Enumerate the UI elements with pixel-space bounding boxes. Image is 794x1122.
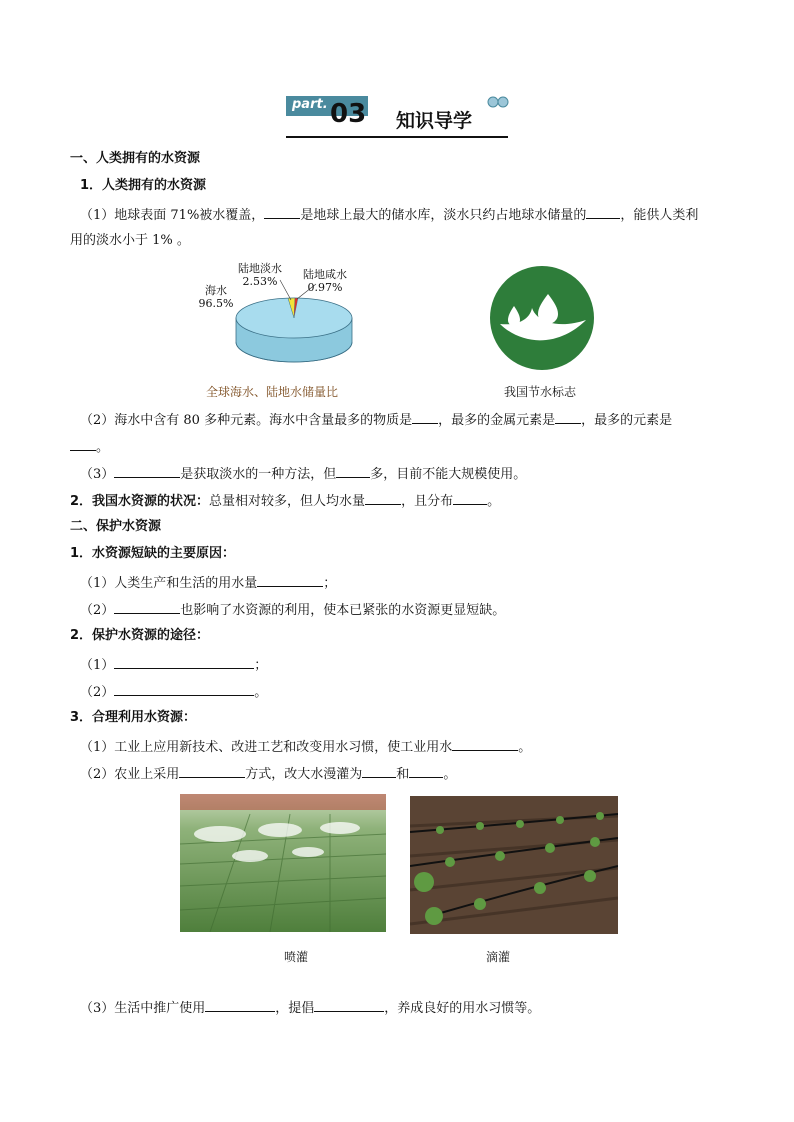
answer-blank[interactable] xyxy=(452,737,518,751)
water-saving-logo xyxy=(490,266,594,370)
subheading-2-1: 1．水资源短缺的主要原因： xyxy=(70,546,236,561)
question-2-2-b: （2） 。 xyxy=(80,682,267,702)
subheading-2-2: 2．保护水资源的途径： xyxy=(70,628,210,643)
answer-blank[interactable] xyxy=(412,410,438,424)
question-2-3-b: （2）农业上采用 方式，改大水漫灌为 和 。 xyxy=(80,764,456,784)
question-2-1-b: （2） 也影响了水资源的利用，使本已紧张的水资源更显短缺。 xyxy=(80,600,505,620)
answer-blank[interactable] xyxy=(453,491,487,505)
question-1-2: （2）海水中含有 80 多种元素。海水中含量最多的物质是 ，最多的金属元素是 ，最多的元素是 xyxy=(80,410,672,430)
sprinkler-irrigation-photo xyxy=(180,794,386,932)
answer-blank[interactable] xyxy=(114,464,180,478)
subheading-1-2: 2．我国水资源的状况：总量相对较多，但人均水量 ，且分布 。 xyxy=(70,491,500,511)
sprinkler-caption: 喷灌 xyxy=(284,950,309,964)
answer-blank[interactable] xyxy=(264,205,300,219)
answer-blank[interactable] xyxy=(114,655,254,669)
answer-blank[interactable] xyxy=(555,410,581,424)
part-number: 03 xyxy=(330,99,367,129)
pie-label-sea: 海水 96.5% xyxy=(198,284,234,310)
answer-blank[interactable] xyxy=(365,491,401,505)
answer-blank[interactable] xyxy=(586,205,620,219)
answer-blank[interactable] xyxy=(257,573,323,587)
question-1-2-cont: 。 xyxy=(70,437,109,457)
answer-blank[interactable] xyxy=(409,764,443,778)
logo-caption: 我国节水标志 xyxy=(504,385,577,399)
answer-blank[interactable] xyxy=(114,682,254,696)
drip-caption: 滴灌 xyxy=(486,950,511,964)
pie-caption: 全球海水、陆地水储量比 xyxy=(206,385,339,399)
question-2-3-a: （1）工业上应用新技术、改进工艺和改变用水习惯，使工业用水 。 xyxy=(80,737,531,757)
question-2-3-c: （3）生活中推广使用 ，提倡 ，养成良好的用水习惯等。 xyxy=(80,998,540,1018)
pie-label-fresh: 陆地淡水 2.53% xyxy=(238,262,282,288)
subheading-2-3: 3．合理利用水资源： xyxy=(70,710,197,725)
question-1-3: （3） 是获取淡水的一种方法，但 多，目前不能大规模使用。 xyxy=(80,464,526,484)
question-2-1-a: （1）人类生产和生活的用水量 ； xyxy=(80,573,336,593)
answer-blank[interactable] xyxy=(362,764,396,778)
answer-blank[interactable] xyxy=(70,437,96,451)
water-drops-icon xyxy=(486,94,510,108)
question-1-1-cont: 用的淡水小于 1% 。 xyxy=(70,233,190,248)
drip-irrigation-photo xyxy=(410,796,618,934)
answer-blank[interactable] xyxy=(114,600,180,614)
answer-blank[interactable] xyxy=(336,464,370,478)
question-1-1: （1）地球表面 71%被水覆盖， 是地球上最大的储水库，淡水只约占地球水储量的 ，能供人类利 xyxy=(80,205,698,225)
section-heading-2: 二、保护水资源 xyxy=(70,519,162,534)
question-2-2-a: （1） ； xyxy=(80,655,267,675)
answer-blank[interactable] xyxy=(205,998,275,1012)
subheading-1-1: 1．人类拥有的水资源 xyxy=(80,178,207,193)
answer-blank[interactable] xyxy=(314,998,384,1012)
section-title: 知识导学 xyxy=(396,110,473,132)
title-rule xyxy=(286,136,508,138)
section-heading-1: 一、人类拥有的水资源 xyxy=(70,151,201,166)
pie-label-saline: 陆地咸水 0.97% xyxy=(303,268,347,294)
part-label: part. xyxy=(292,97,328,112)
answer-blank[interactable] xyxy=(179,764,245,778)
